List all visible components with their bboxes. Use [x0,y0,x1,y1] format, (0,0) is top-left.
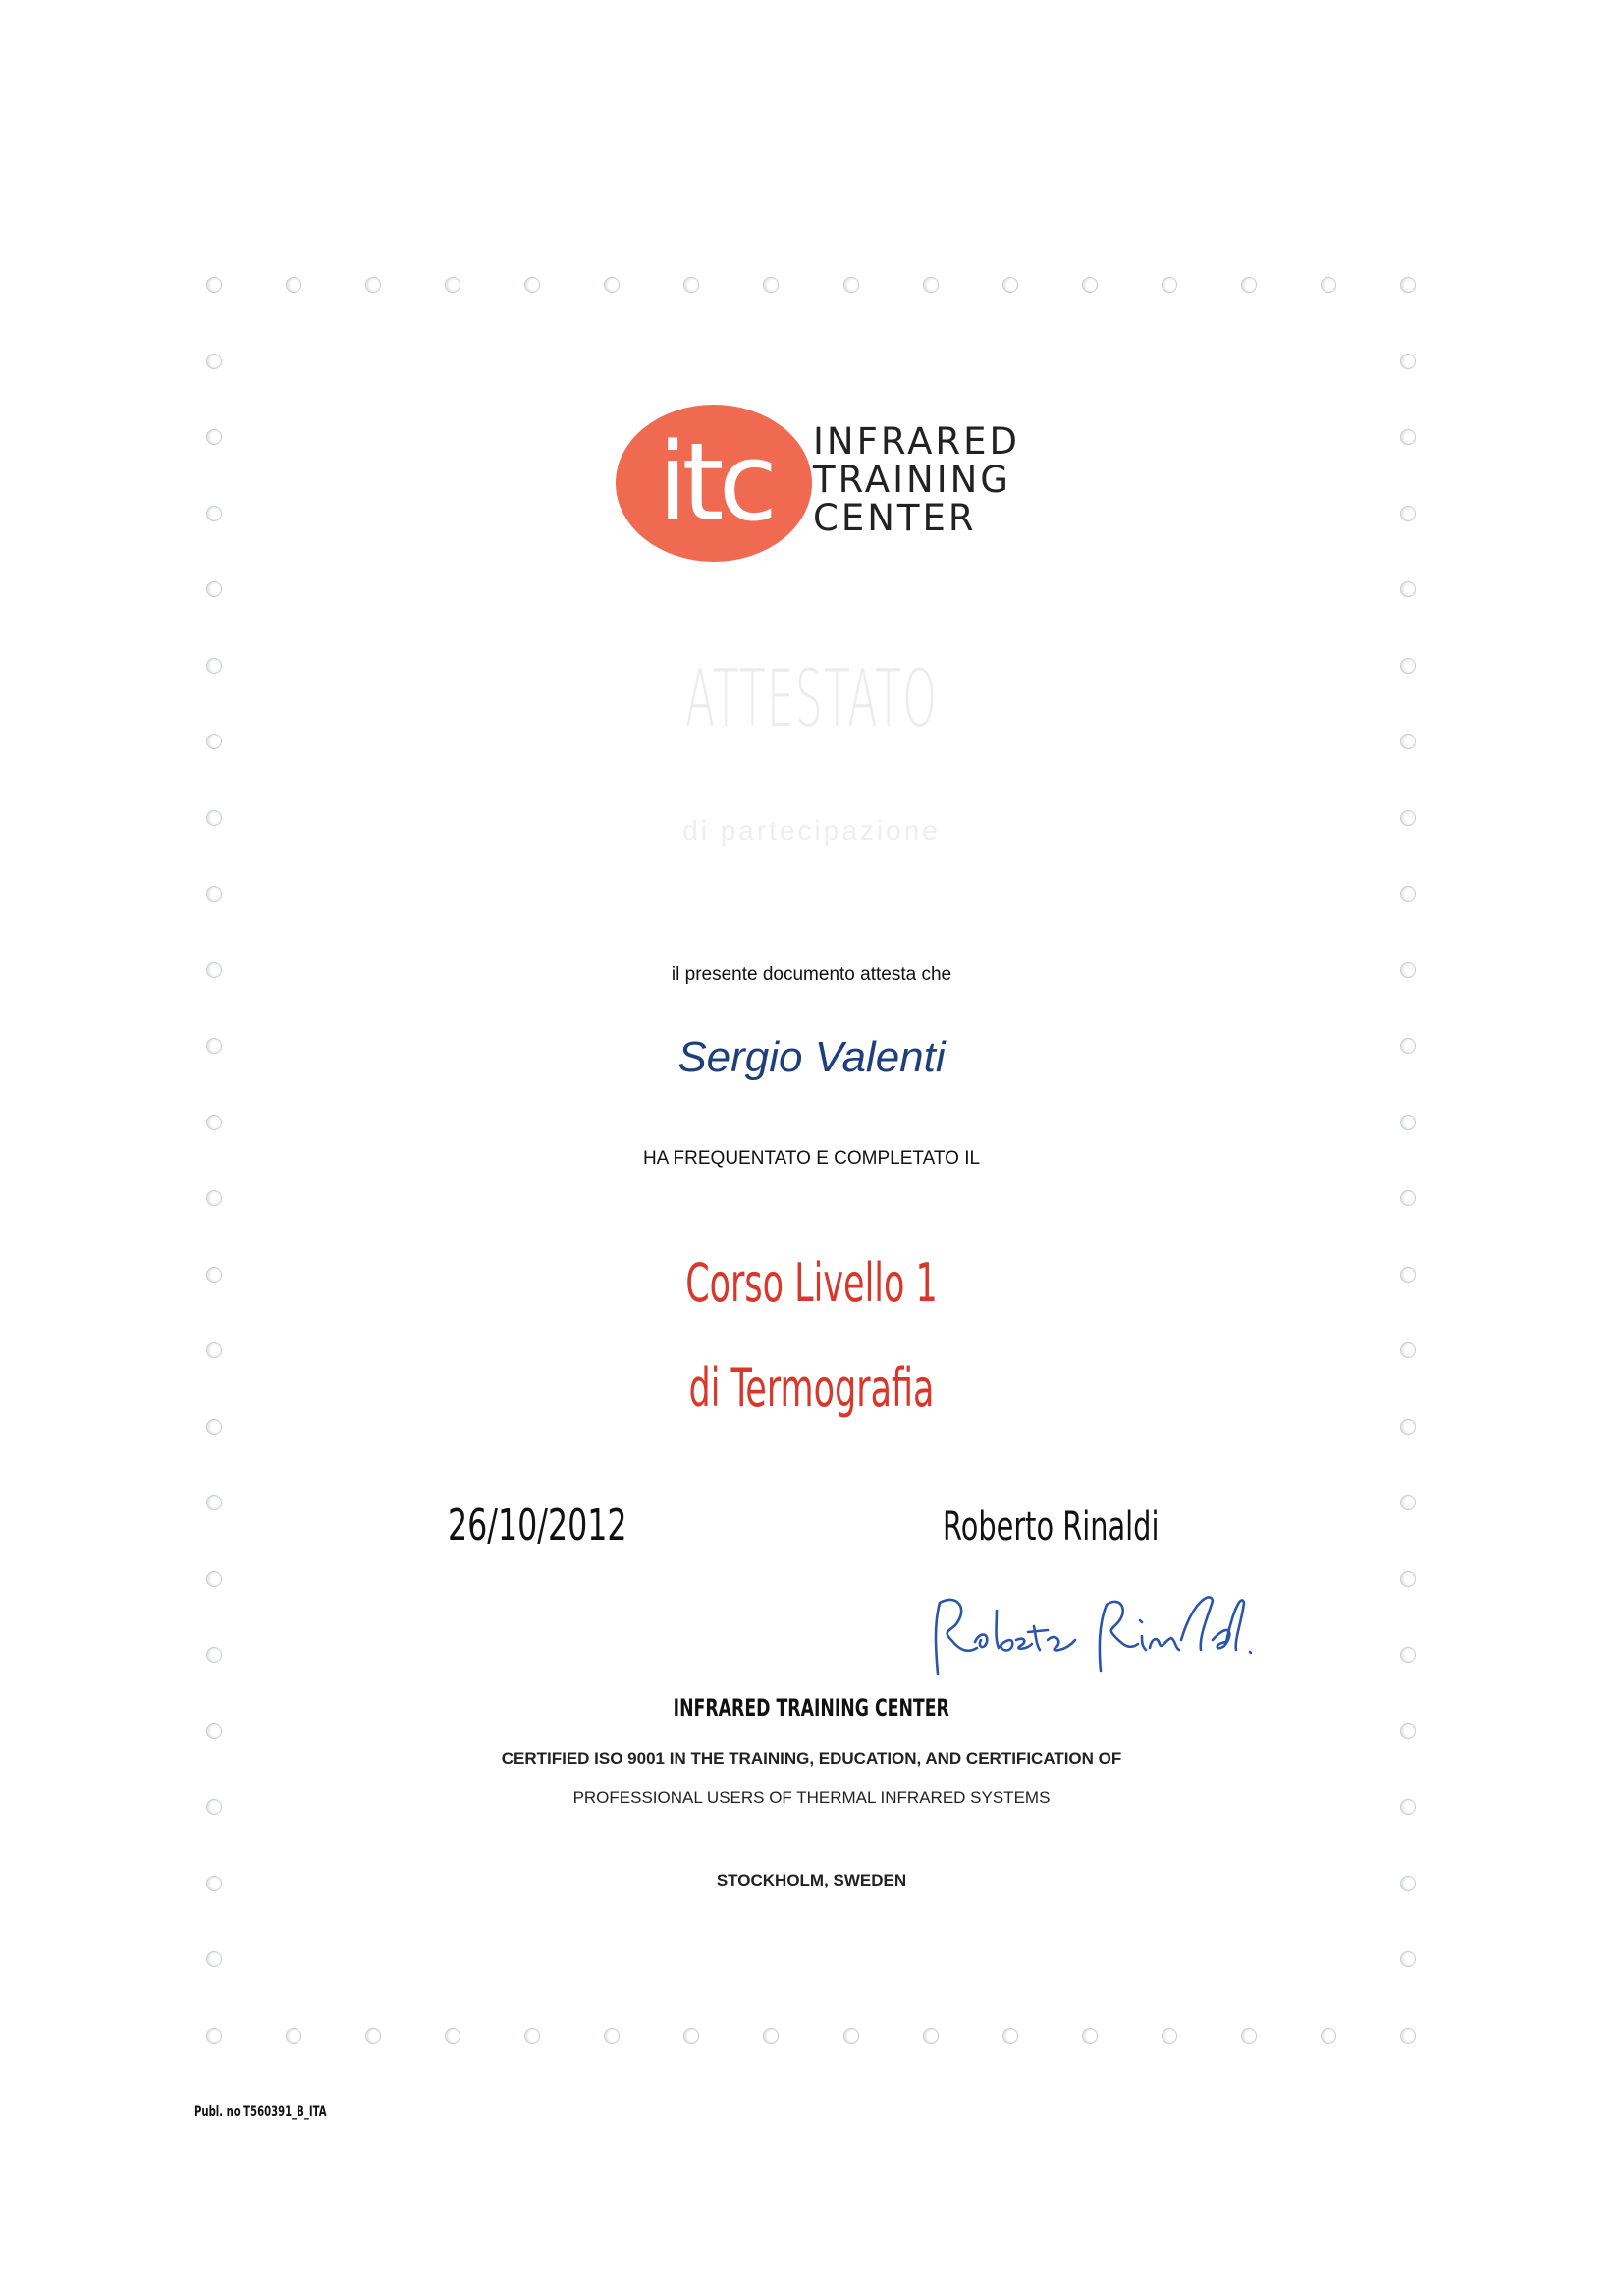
border-dot [206,429,222,445]
border-dot [1400,1115,1416,1130]
border-dot [286,277,301,293]
border-dot [365,277,381,293]
border-dot [1400,1951,1416,1967]
footer-cert-line-2: PROFESSIONAL USERS OF THERMAL INFRARED SYSTEMS [572,1788,1051,1807]
border-dot [1321,277,1336,293]
border-dot [1002,277,1018,293]
border-dot [1321,2028,1336,2044]
completion-text: HA FREQUENTATO E COMPLETATO IL [642,1148,981,1169]
border-dot [206,1951,222,1967]
brand-line-2: TRAINING [813,459,1011,501]
footer-org: INFRARED TRAINING CENTER [673,1694,950,1722]
border-dot [1082,277,1098,293]
border-dot [286,2028,301,2044]
border-dot [1162,277,1177,293]
border-dot [206,354,222,369]
footer-location: STOCKHOLM, SWEDEN [716,1871,907,1889]
border-dot [206,1419,222,1435]
border-dot [1400,658,1416,674]
border-dot [604,277,620,293]
certificate-subtitle: di partecipazione [682,815,941,846]
border-dot [206,1495,222,1510]
signature-image [918,1581,1252,1689]
border-dot [524,277,540,293]
border-dot [763,277,779,293]
border-dot [206,581,222,597]
border-dot [206,1723,222,1739]
border-dot [365,2028,381,2044]
border-dot [1400,1495,1416,1510]
brand-line-1: INFRARED [813,420,1020,463]
border-dot [683,277,699,293]
certificate-date: 26/10/2012 [448,1501,627,1551]
border-dot [843,277,859,293]
border-dot [206,2028,222,2044]
border-dot [1400,2028,1416,2044]
border-dot [206,1342,222,1358]
border-dot [1082,2028,1098,2044]
border-dot [524,2028,540,2044]
border-dot [206,506,222,521]
border-dot [1241,2028,1257,2044]
border-dot [206,886,222,902]
border-dot [206,1647,222,1663]
border-dot [206,277,222,293]
footer-org-wrap [0,1694,1623,1722]
border-dot [445,277,460,293]
publication-number: Publ. no T560391_B_ITA [194,2105,327,2120]
border-dot [206,658,222,674]
border-dot [1400,1419,1416,1435]
border-dot [1400,581,1416,597]
brand-name [813,422,1020,537]
border-dot [445,2028,460,2044]
border-dot [763,2028,779,2044]
border-dot [1400,277,1416,293]
instructor-name: Roberto Rinaldi [943,1504,1160,1550]
border-dot [1400,354,1416,369]
border-dot [1400,506,1416,521]
border-dot [206,1190,222,1206]
border-dot [1400,734,1416,749]
border-dot [1400,429,1416,445]
border-dot [206,1571,222,1587]
border-dot [206,1115,222,1130]
border-dot [1241,277,1257,293]
border-dot [1400,1190,1416,1206]
border-dot [923,277,939,293]
border-dot [843,2028,859,2044]
border-dot [1400,1267,1416,1283]
border-dot [923,2028,939,2044]
border-dot [604,2028,620,2044]
brand-line-3: CENTER [813,497,977,539]
border-dot [683,2028,699,2044]
itc-logo-mark: itc [657,419,773,545]
certificate-title: ATTESTATO [685,653,938,744]
course-line-1: Corso Livello 1 [685,1252,938,1314]
border-dot [1002,2028,1018,2044]
border-dot [1400,1342,1416,1358]
border-dot [206,734,222,749]
border-dot [1400,1723,1416,1739]
border-dot [1400,1647,1416,1663]
border-dot [1162,2028,1177,2044]
footer-cert-line-1: CERTIFIED ISO 9001 IN THE TRAINING, EDUCATION, AND CERTIFICATION OF [501,1749,1122,1768]
course-line-2: di Termografia [688,1357,935,1419]
recipient-name: Sergio Valenti [677,1033,946,1081]
intro-text: il presente documento attesta che [671,964,952,985]
border-dot [206,1267,222,1283]
border-dot [1400,1571,1416,1587]
border-dot [1400,886,1416,902]
